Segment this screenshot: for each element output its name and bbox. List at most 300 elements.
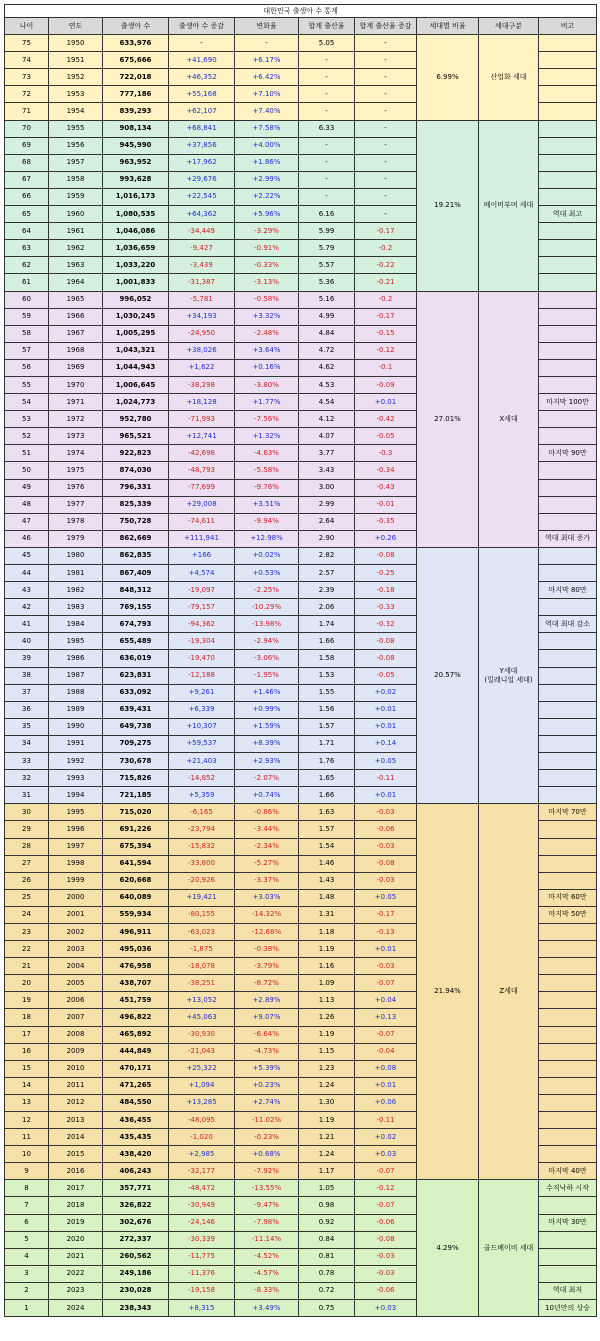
births-cell: 435,435 <box>103 1129 169 1146</box>
year-cell: 2012 <box>49 1094 103 1111</box>
note-cell <box>539 872 597 889</box>
fertility-rate-cell: 2.82 <box>299 547 355 564</box>
births-cell: 874,030 <box>103 462 169 479</box>
births-cell: 730,678 <box>103 753 169 770</box>
change-rate-cell: -4.63% <box>235 445 299 462</box>
births-cell: 965,521 <box>103 428 169 445</box>
fertility-rate-cell: 0.78 <box>299 1265 355 1282</box>
year-cell: 2006 <box>49 992 103 1009</box>
fertility-rate-cell: 3.43 <box>299 462 355 479</box>
births-cell: 444,849 <box>103 1043 169 1060</box>
generation-ratio: 21.94% <box>417 804 479 1180</box>
fertility-change-cell: -0.07 <box>355 1163 417 1180</box>
age-cell: 31 <box>5 787 49 804</box>
fertility-change-cell: -0.03 <box>355 838 417 855</box>
births-cell: 302,676 <box>103 1214 169 1231</box>
fertility-rate-cell: - <box>299 86 355 103</box>
age-cell: 52 <box>5 428 49 445</box>
births-cell: 1,006,645 <box>103 376 169 393</box>
fertility-change-cell: -0.06 <box>355 1282 417 1299</box>
year-cell: 1974 <box>49 445 103 462</box>
year-cell: 2023 <box>49 1282 103 1299</box>
fertility-change-cell: +0.01 <box>355 718 417 735</box>
year-cell: 1982 <box>49 582 103 599</box>
fertility-change-cell: - <box>355 154 417 171</box>
fertility-rate-cell: 1.24 <box>299 1146 355 1163</box>
year-cell: 1957 <box>49 154 103 171</box>
change-rate-cell: -13.98% <box>235 616 299 633</box>
note-cell: 마지막 40만 <box>539 1163 597 1180</box>
fertility-change-cell: -0.33 <box>355 599 417 616</box>
note-cell <box>539 240 597 257</box>
generation-ratio: 4.29% <box>417 1180 479 1317</box>
births-change-cell: +5,359 <box>169 787 235 804</box>
note-cell <box>539 650 597 667</box>
fertility-rate-cell: 0.75 <box>299 1300 355 1317</box>
age-cell: 36 <box>5 701 49 718</box>
births-cell: 484,550 <box>103 1094 169 1111</box>
column-header: 연도 <box>49 18 103 35</box>
note-cell <box>539 52 597 69</box>
age-cell: 59 <box>5 308 49 325</box>
year-cell: 1962 <box>49 240 103 257</box>
column-header: 나이 <box>5 18 49 35</box>
births-cell: 721,185 <box>103 787 169 804</box>
fertility-rate-cell: 1.13 <box>299 992 355 1009</box>
change-rate-cell: -5.58% <box>235 462 299 479</box>
year-cell: 1978 <box>49 513 103 530</box>
fertility-change-cell: -0.08 <box>355 855 417 872</box>
births-change-cell: +21,403 <box>169 753 235 770</box>
fertility-rate-cell: 0.81 <box>299 1248 355 1265</box>
note-cell: 역대 최대 증가 <box>539 530 597 547</box>
note-cell <box>539 1112 597 1129</box>
change-rate-cell: -3.13% <box>235 274 299 291</box>
births-change-cell: -3,439 <box>169 257 235 274</box>
note-cell <box>539 923 597 940</box>
age-cell: 27 <box>5 855 49 872</box>
age-cell: 30 <box>5 804 49 821</box>
age-cell: 29 <box>5 821 49 838</box>
year-cell: 2009 <box>49 1043 103 1060</box>
change-rate-cell: -7.56% <box>235 411 299 428</box>
fertility-rate-cell: 1.05 <box>299 1180 355 1197</box>
births-change-cell: +4,574 <box>169 565 235 582</box>
fertility-change-cell: -0.17 <box>355 906 417 923</box>
births-change-cell: -80,155 <box>169 906 235 923</box>
year-cell: 2017 <box>49 1180 103 1197</box>
fertility-change-cell: +0.01 <box>355 701 417 718</box>
note-cell <box>539 496 597 513</box>
fertility-change-cell: -0.43 <box>355 479 417 496</box>
year-cell: 2005 <box>49 975 103 992</box>
fertility-rate-cell: 4.62 <box>299 359 355 376</box>
change-rate-cell: -9.76% <box>235 479 299 496</box>
note-cell: 역대 최고 <box>539 206 597 223</box>
change-rate-cell: -2.25% <box>235 582 299 599</box>
fertility-rate-cell: 1.19 <box>299 1026 355 1043</box>
age-cell: 56 <box>5 359 49 376</box>
births-cell: 715,020 <box>103 804 169 821</box>
year-cell: 1966 <box>49 308 103 325</box>
note-cell: 역대 최저 <box>539 1282 597 1299</box>
fertility-rate-cell: 1.23 <box>299 1060 355 1077</box>
year-cell: 1976 <box>49 479 103 496</box>
fertility-change-cell: -0.3 <box>355 445 417 462</box>
fertility-change-cell: -0.06 <box>355 1214 417 1231</box>
note-cell <box>539 565 597 582</box>
fertility-rate-cell: 1.16 <box>299 958 355 975</box>
births-change-cell: +55,168 <box>169 86 235 103</box>
births-cell: 1,046,086 <box>103 223 169 240</box>
year-cell: 1980 <box>49 547 103 564</box>
births-change-cell: +46,352 <box>169 69 235 86</box>
births-change-cell: -94,362 <box>169 616 235 633</box>
change-rate-cell: +2.99% <box>235 171 299 188</box>
year-cell: 1990 <box>49 718 103 735</box>
births-change-cell: - <box>169 35 235 52</box>
fertility-change-cell: -0.12 <box>355 342 417 359</box>
fertility-rate-cell: 5.57 <box>299 257 355 274</box>
change-rate-cell: -2.48% <box>235 325 299 342</box>
column-header: 출생아 수 <box>103 18 169 35</box>
births-change-cell: +62,107 <box>169 103 235 120</box>
note-cell <box>539 1043 597 1060</box>
year-cell: 1958 <box>49 171 103 188</box>
table-row <box>5 547 597 564</box>
table-row <box>5 120 597 137</box>
fertility-change-cell: +0.03 <box>355 1146 417 1163</box>
births-change-cell: -74,611 <box>169 513 235 530</box>
fertility-change-cell: -0.05 <box>355 428 417 445</box>
age-cell: 16 <box>5 1043 49 1060</box>
change-rate-cell: -9.94% <box>235 513 299 530</box>
fertility-rate-cell: 4.07 <box>299 428 355 445</box>
births-cell: 722,018 <box>103 69 169 86</box>
fertility-change-cell: -0.15 <box>355 325 417 342</box>
age-cell: 65 <box>5 206 49 223</box>
births-change-cell: -19,304 <box>169 633 235 650</box>
fertility-change-cell: -0.03 <box>355 1265 417 1282</box>
fertility-rate-cell: - <box>299 154 355 171</box>
births-change-cell: +45,063 <box>169 1009 235 1026</box>
year-cell: 1988 <box>49 684 103 701</box>
births-change-cell: -34,449 <box>169 223 235 240</box>
births-cell: 326,822 <box>103 1197 169 1214</box>
fertility-change-cell: -0.11 <box>355 770 417 787</box>
year-cell: 1971 <box>49 394 103 411</box>
births-cell: 649,738 <box>103 718 169 735</box>
births-change-cell: +12,741 <box>169 428 235 445</box>
note-cell <box>539 1094 597 1111</box>
note-cell <box>539 1077 597 1094</box>
fertility-change-cell: -0.18 <box>355 582 417 599</box>
births-change-cell: +1,094 <box>169 1077 235 1094</box>
note-cell <box>539 787 597 804</box>
year-cell: 2007 <box>49 1009 103 1026</box>
year-cell: 2020 <box>49 1231 103 1248</box>
births-cell: 675,394 <box>103 838 169 855</box>
births-change-cell: +17,962 <box>169 154 235 171</box>
births-change-cell: -30,949 <box>169 1197 235 1214</box>
fertility-rate-cell: - <box>299 188 355 205</box>
births-change-cell: -5,781 <box>169 291 235 308</box>
births-cell: 471,265 <box>103 1077 169 1094</box>
generation-name: Z세대 <box>479 804 539 1180</box>
age-cell: 63 <box>5 240 49 257</box>
fertility-change-cell: -0.08 <box>355 1231 417 1248</box>
year-cell: 1997 <box>49 838 103 855</box>
fertility-rate-cell: 1.66 <box>299 633 355 650</box>
fertility-change-cell: -0.42 <box>355 411 417 428</box>
note-cell <box>539 855 597 872</box>
note-cell <box>539 479 597 496</box>
year-cell: 2000 <box>49 889 103 906</box>
age-cell: 39 <box>5 650 49 667</box>
age-cell: 75 <box>5 35 49 52</box>
fertility-change-cell: -0.05 <box>355 667 417 684</box>
note-cell <box>539 1060 597 1077</box>
age-cell: 60 <box>5 291 49 308</box>
births-change-cell: -38,298 <box>169 376 235 393</box>
births-cell: 640,089 <box>103 889 169 906</box>
births-change-cell: -30,339 <box>169 1231 235 1248</box>
year-cell: 2004 <box>49 958 103 975</box>
fertility-change-cell: -0.03 <box>355 872 417 889</box>
column-header: 비고 <box>539 18 597 35</box>
fertility-rate-cell: 1.24 <box>299 1077 355 1094</box>
births-change-cell: -23,794 <box>169 821 235 838</box>
column-header: 합계 출산율 <box>299 18 355 35</box>
note-cell <box>539 684 597 701</box>
fertility-rate-cell: 0.72 <box>299 1282 355 1299</box>
fertility-rate-cell: 1.19 <box>299 1112 355 1129</box>
age-cell: 7 <box>5 1197 49 1214</box>
births-change-cell: -21,043 <box>169 1043 235 1060</box>
fertility-rate-cell: 1.26 <box>299 1009 355 1026</box>
fertility-rate-cell: 3.00 <box>299 479 355 496</box>
fertility-rate-cell: 1.57 <box>299 718 355 735</box>
births-cell: 996,052 <box>103 291 169 308</box>
age-cell: 26 <box>5 872 49 889</box>
change-rate-cell: -7.92% <box>235 1163 299 1180</box>
fertility-rate-cell: 5.99 <box>299 223 355 240</box>
age-cell: 21 <box>5 958 49 975</box>
note-cell: 10년만의 상승 <box>539 1300 597 1317</box>
births-cell: 496,911 <box>103 923 169 940</box>
fertility-rate-cell: 1.31 <box>299 906 355 923</box>
births-cell: 1,080,535 <box>103 206 169 223</box>
births-change-cell: +38,026 <box>169 342 235 359</box>
births-cell: 963,952 <box>103 154 169 171</box>
age-cell: 8 <box>5 1180 49 1197</box>
births-cell: 238,343 <box>103 1300 169 1317</box>
births-change-cell: -79,157 <box>169 599 235 616</box>
fertility-rate-cell: 1.09 <box>299 975 355 992</box>
age-cell: 53 <box>5 411 49 428</box>
age-cell: 67 <box>5 171 49 188</box>
age-cell: 50 <box>5 462 49 479</box>
note-cell <box>539 154 597 171</box>
births-cell: 249,186 <box>103 1265 169 1282</box>
age-cell: 72 <box>5 86 49 103</box>
change-rate-cell: -0.33% <box>235 257 299 274</box>
births-change-cell: +37,856 <box>169 137 235 154</box>
change-rate-cell: +1.86% <box>235 154 299 171</box>
fertility-change-cell: -0.11 <box>355 1112 417 1129</box>
note-cell <box>539 1009 597 1026</box>
change-rate-cell: -2.94% <box>235 633 299 650</box>
births-change-cell: +25,322 <box>169 1060 235 1077</box>
fertility-change-cell: -0.07 <box>355 1197 417 1214</box>
note-cell <box>539 547 597 564</box>
fertility-change-cell: -0.07 <box>355 1026 417 1043</box>
note-cell: 역대 최대 감소 <box>539 616 597 633</box>
fertility-change-cell: - <box>355 86 417 103</box>
fertility-change-cell: -0.32 <box>355 616 417 633</box>
year-cell: 1961 <box>49 223 103 240</box>
births-change-cell: +19,421 <box>169 889 235 906</box>
fertility-change-cell: +0.04 <box>355 992 417 1009</box>
change-rate-cell: - <box>235 35 299 52</box>
births-cell: 862,669 <box>103 530 169 547</box>
change-rate-cell: -0.58% <box>235 291 299 308</box>
year-cell: 1996 <box>49 821 103 838</box>
year-cell: 1983 <box>49 599 103 616</box>
births-change-cell: +1,622 <box>169 359 235 376</box>
fertility-change-cell: +0.01 <box>355 394 417 411</box>
fertility-rate-cell: 4.84 <box>299 325 355 342</box>
note-cell <box>539 188 597 205</box>
age-cell: 20 <box>5 975 49 992</box>
births-change-cell: +2,985 <box>169 1146 235 1163</box>
births-cell: 438,420 <box>103 1146 169 1163</box>
fertility-change-cell: -0.07 <box>355 975 417 992</box>
births-change-cell: -48,793 <box>169 462 235 479</box>
year-cell: 2003 <box>49 941 103 958</box>
births-change-cell: -18,078 <box>169 958 235 975</box>
note-cell <box>539 342 597 359</box>
fertility-change-cell: -0.34 <box>355 462 417 479</box>
change-rate-cell: -10.29% <box>235 599 299 616</box>
age-cell: 5 <box>5 1231 49 1248</box>
age-cell: 43 <box>5 582 49 599</box>
age-cell: 58 <box>5 325 49 342</box>
change-rate-cell: +7.10% <box>235 86 299 103</box>
fertility-rate-cell: 4.54 <box>299 394 355 411</box>
change-rate-cell: -0.91% <box>235 240 299 257</box>
births-cell: 922,823 <box>103 445 169 462</box>
column-header: 합계 출산율 증감 <box>355 18 417 35</box>
year-cell: 2024 <box>49 1300 103 1317</box>
note-cell <box>539 821 597 838</box>
note-cell <box>539 1248 597 1265</box>
fertility-rate-cell: - <box>299 137 355 154</box>
year-cell: 1973 <box>49 428 103 445</box>
note-cell: 마지막 60만 <box>539 889 597 906</box>
births-change-cell: +10,307 <box>169 718 235 735</box>
fertility-rate-cell: - <box>299 69 355 86</box>
year-cell: 2008 <box>49 1026 103 1043</box>
age-cell: 40 <box>5 633 49 650</box>
year-cell: 1955 <box>49 120 103 137</box>
fertility-rate-cell: 0.84 <box>299 1231 355 1248</box>
births-cell: 1,043,321 <box>103 342 169 359</box>
year-cell: 1951 <box>49 52 103 69</box>
births-change-cell: -24,950 <box>169 325 235 342</box>
year-cell: 2013 <box>49 1112 103 1129</box>
note-cell: 마지막 30만 <box>539 1214 597 1231</box>
births-change-cell: -63,023 <box>169 923 235 940</box>
births-cell: 709,275 <box>103 735 169 752</box>
fertility-change-cell: -0.01 <box>355 496 417 513</box>
year-cell: 1972 <box>49 411 103 428</box>
births-cell: 777,186 <box>103 86 169 103</box>
births-change-cell: -15,832 <box>169 838 235 855</box>
births-cell: 633,092 <box>103 684 169 701</box>
births-change-cell: +111,941 <box>169 530 235 547</box>
year-cell: 2016 <box>49 1163 103 1180</box>
age-cell: 51 <box>5 445 49 462</box>
fertility-change-cell: -0.25 <box>355 565 417 582</box>
note-cell <box>539 599 597 616</box>
note-cell <box>539 137 597 154</box>
fertility-rate-cell: 1.65 <box>299 770 355 787</box>
fertility-change-cell: - <box>355 69 417 86</box>
change-rate-cell: +8.39% <box>235 735 299 752</box>
births-change-cell: +68,841 <box>169 120 235 137</box>
births-change-cell: -48,472 <box>169 1180 235 1197</box>
births-change-cell: -19,097 <box>169 582 235 599</box>
generation-name: 산업화 세대 <box>479 35 539 120</box>
births-cell: 825,339 <box>103 496 169 513</box>
change-rate-cell: +7.58% <box>235 120 299 137</box>
births-cell: 839,293 <box>103 103 169 120</box>
age-cell: 73 <box>5 69 49 86</box>
fertility-rate-cell: 2.39 <box>299 582 355 599</box>
year-cell: 1994 <box>49 787 103 804</box>
births-cell: 1,044,943 <box>103 359 169 376</box>
change-rate-cell: -4.52% <box>235 1248 299 1265</box>
fertility-rate-cell: 1.53 <box>299 667 355 684</box>
year-cell: 1970 <box>49 376 103 393</box>
change-rate-cell: +3.32% <box>235 308 299 325</box>
age-cell: 54 <box>5 394 49 411</box>
age-cell: 15 <box>5 1060 49 1077</box>
births-cell: 945,990 <box>103 137 169 154</box>
note-cell <box>539 735 597 752</box>
fertility-change-cell: - <box>355 35 417 52</box>
births-cell: 559,934 <box>103 906 169 923</box>
note-cell <box>539 86 597 103</box>
fertility-rate-cell: 1.63 <box>299 804 355 821</box>
note-cell: 수직낙하 시작 <box>539 1180 597 1197</box>
births-cell: 357,771 <box>103 1180 169 1197</box>
note-cell <box>539 958 597 975</box>
age-cell: 22 <box>5 941 49 958</box>
table-title: 대한민국 출생아 수 통계 <box>5 5 597 18</box>
births-cell: 1,001,833 <box>103 274 169 291</box>
fertility-rate-cell: 2.06 <box>299 599 355 616</box>
column-header: 세대별 비율 <box>417 18 479 35</box>
fertility-change-cell: +0.08 <box>355 1060 417 1077</box>
fertility-rate-cell: 1.54 <box>299 838 355 855</box>
age-cell: 1 <box>5 1300 49 1317</box>
births-cell: 476,958 <box>103 958 169 975</box>
note-cell <box>539 770 597 787</box>
births-change-cell: +29,008 <box>169 496 235 513</box>
fertility-rate-cell: 1.55 <box>299 684 355 701</box>
